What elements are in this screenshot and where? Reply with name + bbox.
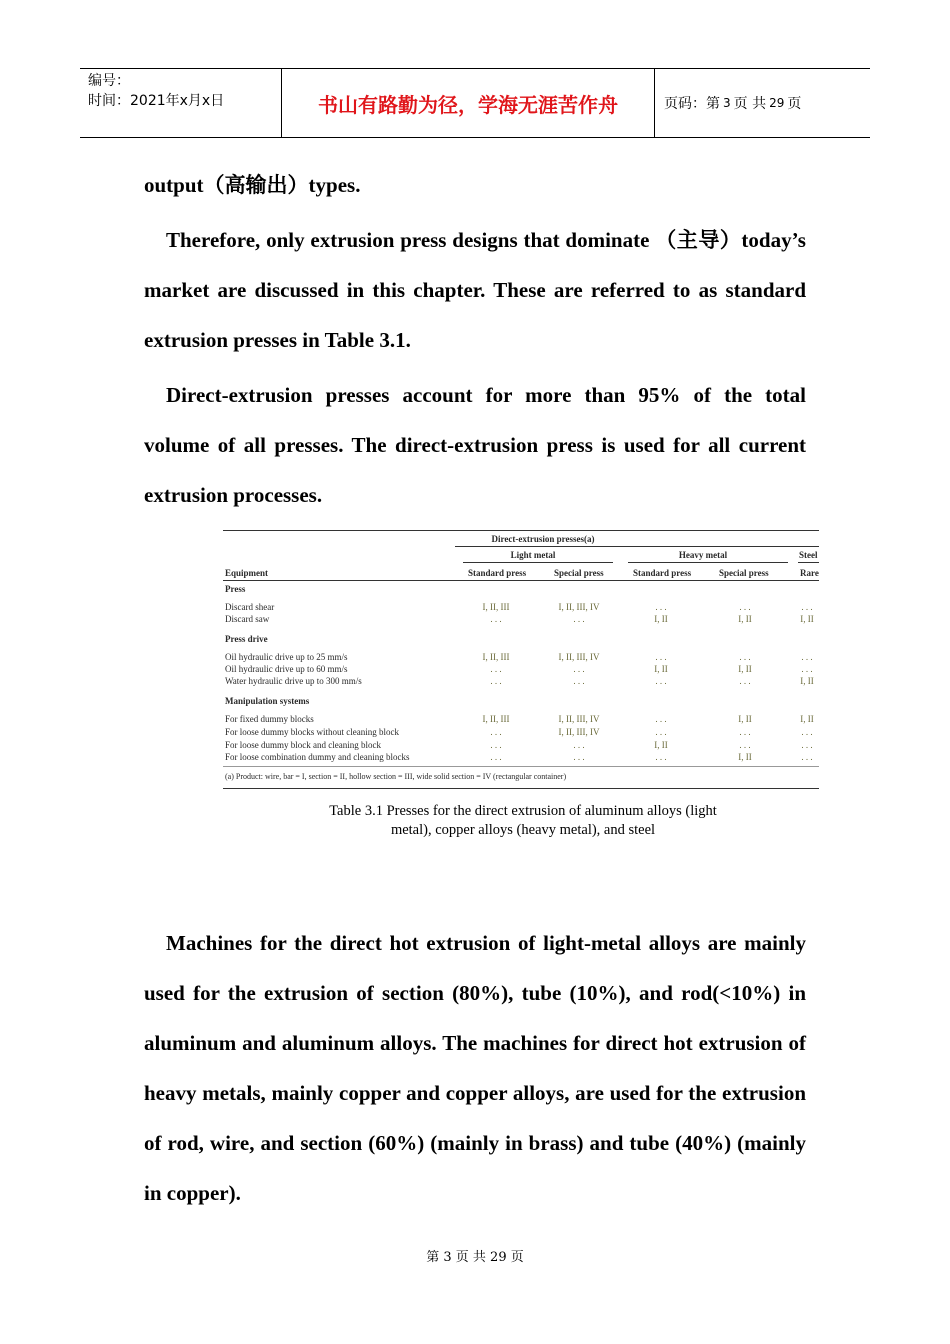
page-current: 3 [723,96,731,110]
table-footnote: (a) Product: wire, bar = I, section = II, hollow section = III, wide solid section = IV (rectangular container) [225,772,567,781]
cell: I, II [738,664,752,674]
cell: . . . [655,752,667,762]
cell: . . . [490,614,502,624]
rule-heavy [628,562,788,563]
row-label: For loose combination dummy and cleaning blocks [225,752,410,762]
col-std-heavy: Standard press [633,568,692,578]
cell: I, II [654,740,668,750]
cell: I, II, III, IV [558,727,600,737]
col-spec-light: Special press [554,568,604,578]
cell: I, II, III [482,714,510,724]
page-header [80,68,870,138]
cell: . . . [801,740,813,750]
page-footer: 第 3 页 共 29 页 [426,1250,524,1265]
section-press: Press [225,584,246,594]
cell: . . . [573,676,585,686]
table-header-rule [223,580,819,581]
section-manipulation: Manipulation systems [225,696,310,706]
cell: I, II [800,676,814,686]
cell: I, II, III [482,652,510,662]
table-foot-rule [223,766,819,767]
cell: . . . [801,602,813,612]
caption-line-2: metal), copper alloys (heavy metal), and steel [390,822,656,838]
cell: . . . [739,740,751,750]
header-motto: 书山有路勤为径，学海无涯苦作舟 [282,69,655,137]
table-super-header: Direct-extrusion presses(a) [491,534,595,544]
cell: . . . [490,676,502,686]
row-label: For fixed dummy blocks [225,714,314,724]
cell: I, II [654,664,668,674]
header-page-info [655,69,870,137]
cell: . . . [573,752,585,762]
cell: . . . [490,740,502,750]
row-label: For loose dummy blocks without cleaning block [225,727,399,737]
cell: I, II, III [482,602,510,612]
rule-light [463,562,613,563]
col-std-light: Standard press [468,568,527,578]
cell: I, II [738,714,752,724]
cell: . . . [655,652,667,662]
cell: . . . [490,664,502,674]
group-steel: Steel [799,550,818,560]
header-meta [80,69,282,137]
cell: . . . [490,727,502,737]
section-press-drive: Press drive [225,634,268,644]
cell: I, II [800,714,814,724]
cell: I, II, III, IV [558,714,600,724]
cell: I, II [738,752,752,762]
cell: . . . [801,752,813,762]
paragraph-4: Machines for the direct hot extrusion of light-metal alloys are mainly used for the extrusion of section (80%), tube (10%), and rod(<10%) in aluminum and aluminum alloys. The machines for direct hot extrusion of heavy metals, mainly copper and copper alloys, are used for the extrusion of rod, wire, and section (60%) (mainly in brass) and tube (40%) (mainly in copper). [144,931,806,1205]
col-rare: Rare [800,568,819,578]
caption-line-1: Table 3.1 Presses for the direct extrusion of aluminum alloys (light [329,803,717,819]
rule-steel [798,562,819,563]
row-label: Oil hydraulic drive up to 60 mm/s [225,664,348,674]
page-prefix: 页码：第 [664,96,720,112]
paragraph-3: Direct-extrusion presses account for more than 95% of the total volume of all presses. The direct-extrusion press is used for all current extrusion processes. [144,383,806,507]
col-spec-heavy: Special press [719,568,769,578]
presses-table [223,530,819,790]
cell: . . . [655,676,667,686]
table-bottom-rule [223,788,819,789]
cell: . . . [573,664,585,674]
cell: . . . [655,714,667,724]
cell: . . . [739,676,751,686]
cell: . . . [739,727,751,737]
paragraph-2: Therefore, only extrusion press designs that dominate （主导）today’s market are discussed in this chapter. These are referred to as standard extrusion presses in Table 3.1. [144,228,806,352]
group-heavy: Heavy metal [678,550,728,560]
cell: . . . [573,614,585,624]
col-equipment: Equipment [225,568,269,578]
paragraph-1: output（高输出）types. [144,173,361,197]
table-top-rule [223,530,819,531]
cell: I, II [738,614,752,624]
table-super-rule [455,546,819,547]
table-caption [300,802,746,840]
cell: . . . [801,664,813,674]
row-label: Water hydraulic drive up to 300 mm/s [225,676,362,686]
cell: . . . [490,752,502,762]
page-mid: 页 共 [733,96,767,112]
time-label: 时间：2021年x月x日 [88,93,225,109]
serial-label: 编号： [88,73,130,89]
row-label: Discard shear [225,602,275,612]
cell: . . . [573,740,585,750]
cell: I, II, III, IV [558,652,600,662]
row-label: For loose dummy block and cleaning block [225,740,381,750]
cell: . . . [801,652,813,662]
cell: . . . [801,727,813,737]
cell: . . . [739,652,751,662]
cell: I, II [654,614,668,624]
cell: I, II [800,614,814,624]
page-total: 29 [769,96,785,110]
cell: . . . [655,727,667,737]
cell: . . . [739,602,751,612]
row-label: Discard saw [225,614,270,624]
cell: . . . [655,602,667,612]
cell: I, II, III, IV [558,602,600,612]
group-light: Light metal [510,550,556,560]
page-suffix: 页 [787,96,802,112]
row-label: Oil hydraulic drive up to 25 mm/s [225,652,348,662]
